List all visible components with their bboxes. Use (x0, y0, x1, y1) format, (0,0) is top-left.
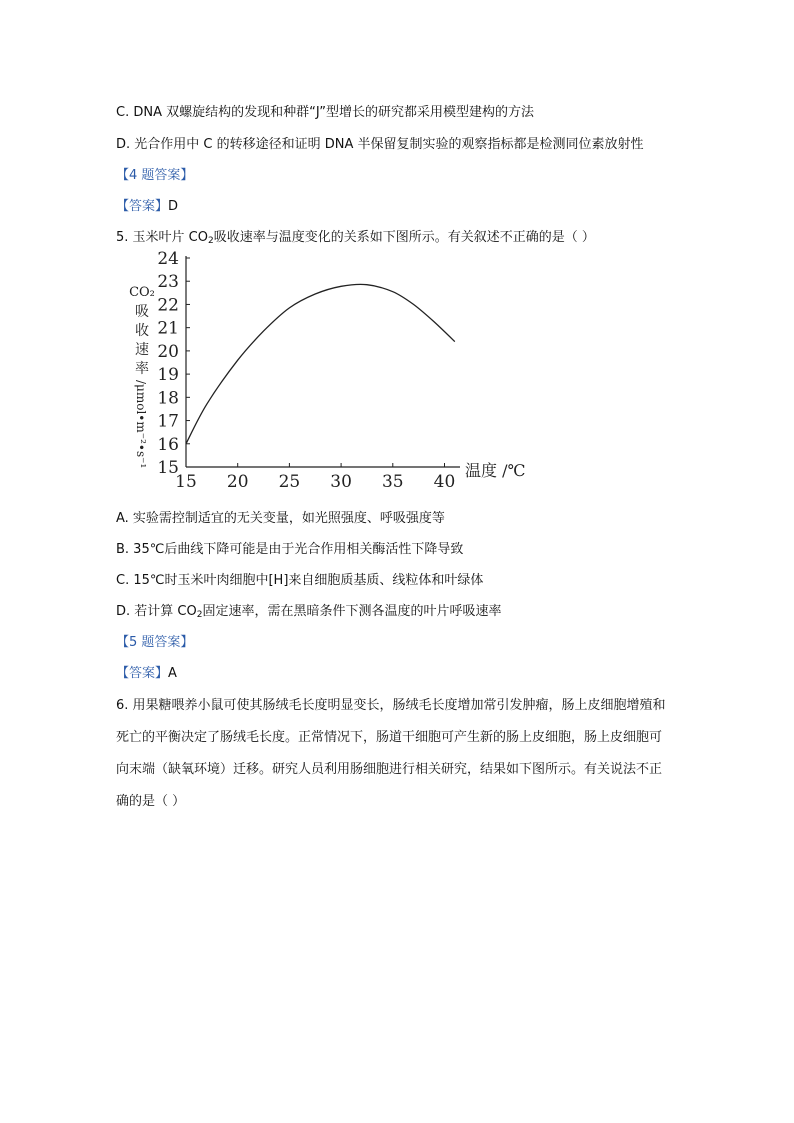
answer-4-tag: 【答案】 (116, 199, 169, 214)
q6-line-4: 确的是（ ） (116, 794, 186, 809)
y-label-char: 率 (135, 361, 149, 377)
x-tick-label: 35 (381, 472, 404, 492)
y-label-co2: CO₂ (129, 285, 155, 300)
y-tick-label: 15 (157, 458, 179, 478)
answer-4-row (116, 198, 178, 216)
y-tick-label: 20 (157, 341, 179, 362)
q5-option-d-post: 固定速率，需在黑暗条件下测各温度的叶片呼吸速率 (202, 604, 502, 619)
q6-line-3: 向末端（缺氧环境）迁移。研究人员利用肠细胞进行相关研究，结果如下图所示。有关说法不正 (116, 762, 663, 777)
q5-stem-post: 吸收速率与温度变化的关系如下图所示。有关叙述不正确的是（ ） (213, 230, 595, 245)
q3-option-c: C. DNA 双螺旋结构的发现和种群“J”型增长的研究都采用模型建构的方法 (116, 105, 535, 120)
q5-option-a: A. 实验需控制适宜的无关变量，如光照强度、呼吸强度等 (116, 511, 445, 526)
answer-4-section: 【4 题答案】 (116, 168, 194, 183)
q5-option-d (116, 603, 501, 624)
y-label-unit: /μmol•m⁻²•s⁻¹ (134, 380, 148, 469)
x-tick-label: 40 (433, 472, 456, 492)
y-tick-label: 23 (157, 272, 179, 293)
y-tick-label: 19 (157, 365, 179, 386)
q5-option-d-sub: 2 (196, 610, 203, 620)
x-tick-label: 20 (226, 472, 249, 492)
q5-stem-sub: 2 (207, 236, 214, 246)
y-tick-label: 22 (157, 295, 179, 316)
q5-option-c: C. 15℃时玉米叶肉细胞中[H]来自细胞质基质、线粒体和叶绿体 (116, 573, 484, 588)
x-axis-label: 温度 /℃ (465, 461, 526, 480)
answer-5-tag: 【答案】 (116, 666, 169, 681)
y-label-char: 吸 (135, 304, 149, 320)
x-tick-label: 25 (278, 472, 301, 492)
answer-5-row (116, 665, 177, 683)
co2-uptake-curve (186, 284, 455, 443)
x-tick-label: 15 (175, 472, 197, 492)
q6-line-1: 6. 用果糖喂养小鼠可使其肠绒毛长度明显变长，肠绒毛长度增加常引发肿瘤，肠上皮细胞增殖和 (116, 698, 666, 713)
q5-option-d-pre: D. 若计算 CO (116, 604, 197, 619)
q5-stem-pre: 5. 玉米叶片 CO (116, 230, 208, 245)
q6-line-2: 死亡的平衡决定了肠绒毛长度。正常情况下，肠道干细胞可产生新的肠上皮细胞，肠上皮细胞可 (116, 730, 663, 745)
answer-5-section: 【5 题答案】 (116, 635, 194, 650)
y-tick-label: 16 (157, 434, 179, 455)
q5-option-b: B. 35℃后曲线下降可能是由于光合作用相关酶活性下降导致 (116, 542, 464, 557)
y-tick-label: 17 (157, 411, 179, 432)
x-tick-label: 30 (330, 472, 352, 492)
y-axis-label (129, 285, 155, 468)
co2-temperature-chart (120, 240, 540, 495)
y-label-char: 收 (135, 323, 149, 339)
q3-option-d: D. 光合作用中 C 的转移途径和证明 DNA 半保留复制实验的观察指标都是检测同位素放射性 (116, 137, 644, 152)
y-ticks (157, 249, 190, 478)
chart-axes (186, 256, 460, 467)
y-tick-label: 18 (157, 388, 179, 409)
answer-5-value: A (168, 666, 177, 681)
answer-4-value: D (168, 199, 179, 214)
y-tick-label: 24 (157, 249, 179, 269)
y-tick-label: 21 (157, 318, 179, 339)
y-label-char: 速 (135, 342, 149, 358)
